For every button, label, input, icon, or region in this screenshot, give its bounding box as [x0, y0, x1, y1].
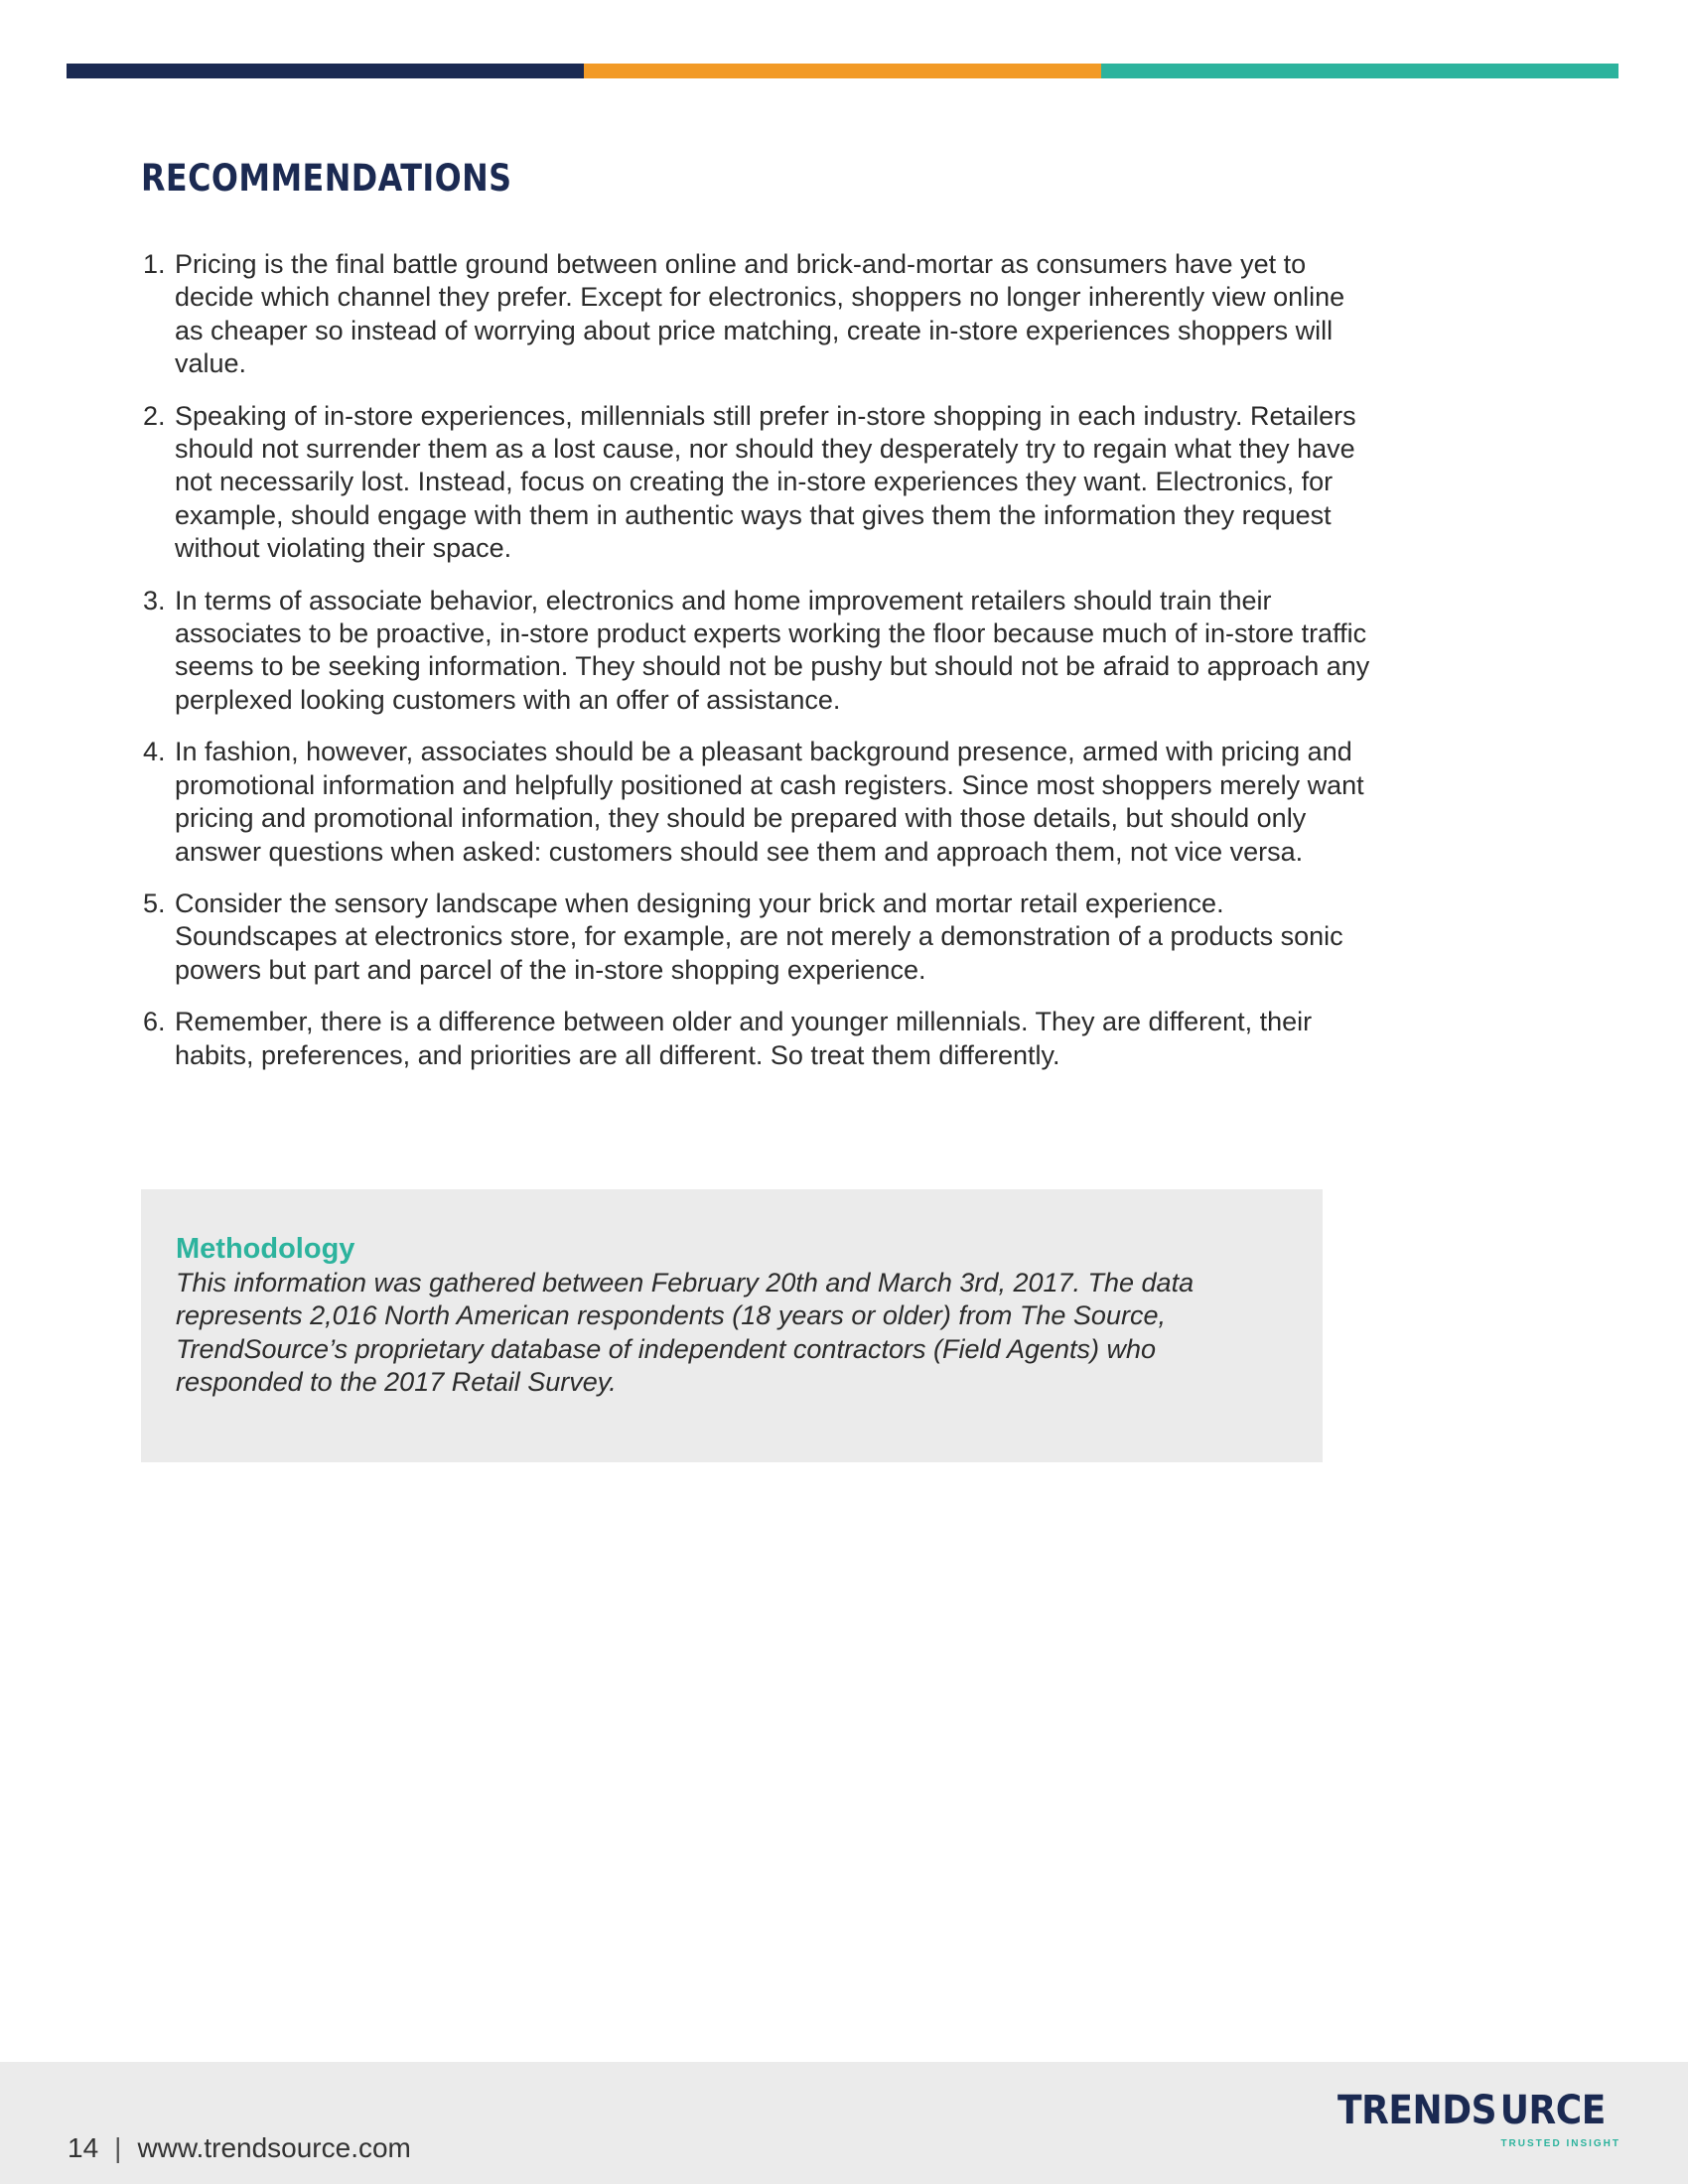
color-bar-orange-segment [584, 64, 1101, 78]
list-item-text: In fashion, however, associates should be a pleasant background presence, armed with pricing and promotional information and helpfully positioned at cash registers. Since most shoppers merely want pricing and promotional information, they should be prepared with those details, but should only answer questions when asked: customers should see them and approach them, not vice versa. [175, 737, 1364, 867]
list-item-number: 2. [143, 400, 166, 431]
logo-tagline: TRUSTED INSIGHT [1500, 2138, 1620, 2149]
website-link[interactable]: www.trendsource.com [137, 2132, 411, 2163]
page-number: 14 [68, 2132, 99, 2163]
list-item [141, 400, 1372, 566]
list-item-number: 6. [143, 1007, 166, 1037]
page-footer [0, 2062, 1688, 2184]
list-item-number: 1. [143, 249, 166, 279]
list-item [141, 736, 1372, 869]
logo-text-left: TRENDS [1337, 2088, 1497, 2133]
list-item-number: 3. [143, 585, 166, 615]
list-item [141, 887, 1372, 987]
list-item-number: 4. [143, 737, 166, 767]
color-bar-navy-segment [67, 64, 584, 78]
list-item [141, 248, 1372, 381]
list-item-text: Remember, there is a difference between older and younger millennials. They are different, their habits, preferences, and priorities are all different. So treat them differently. [175, 1007, 1313, 1070]
logo-text-right: URCE [1499, 2088, 1606, 2133]
list-item-text: Consider the sensory landscape when designing your brick and mortar retail experience. Soundscapes at electronics store, for example, are not merely a demonstration of a products sonic powers but part and parcel of the in-store shopping experience. [175, 887, 1343, 985]
methodology-title: Methodology [176, 1233, 355, 1265]
list-item [141, 1006, 1372, 1072]
list-item-text: Speaking of in-store experiences, millennials still prefer in-store shopping in each industry. Retailers should not surrender them as a lost cause, nor should they desperately try to regain what they have not necessarily lost. Instead, focus on creating the in-store experiences they want. Electronics, for example, should engage with them in authentic ways that gives them the information they request without violating their space. [175, 400, 1356, 564]
logo-wordmark [1337, 2088, 1606, 2133]
footer-info [68, 2132, 411, 2164]
top-color-bar [67, 64, 1618, 78]
page-title: RECOMMENDATIONS [141, 157, 512, 200]
list-item [141, 585, 1372, 718]
list-item-text: Pricing is the final battle ground between online and brick-and-mortar as consumers have yet to decide which channel they prefer. Except for electronics, shoppers no longer inherently view online as cheaper so instead of worrying about price matching, create in-store experiences shoppers will value. [175, 249, 1345, 379]
footer-separator: | [114, 2132, 122, 2163]
recommendations-list [141, 248, 1372, 1091]
list-item-text: In terms of associate behavior, electronics and home improvement retailers should train their associates to be proactive, in-store product experts working the floor because much of in-store traffic seems to be seeking information. They should not be pushy but should not be afraid to approach any perplexed looking customers with an offer of assistance. [175, 585, 1370, 715]
methodology-box [141, 1189, 1323, 1462]
list-item-number: 5. [143, 887, 166, 918]
methodology-text: This information was gathered between February 20th and March 3rd, 2017. The data represents 2,016 North American respondents (18 years or older) from The Source, TrendSource’s proprietary database of independent contractors (Field Agents) who responded to the 2017 Retail Survey. [176, 1268, 1195, 1398]
color-bar-teal-segment [1101, 64, 1618, 78]
trendsource-logo [1337, 2089, 1622, 2158]
